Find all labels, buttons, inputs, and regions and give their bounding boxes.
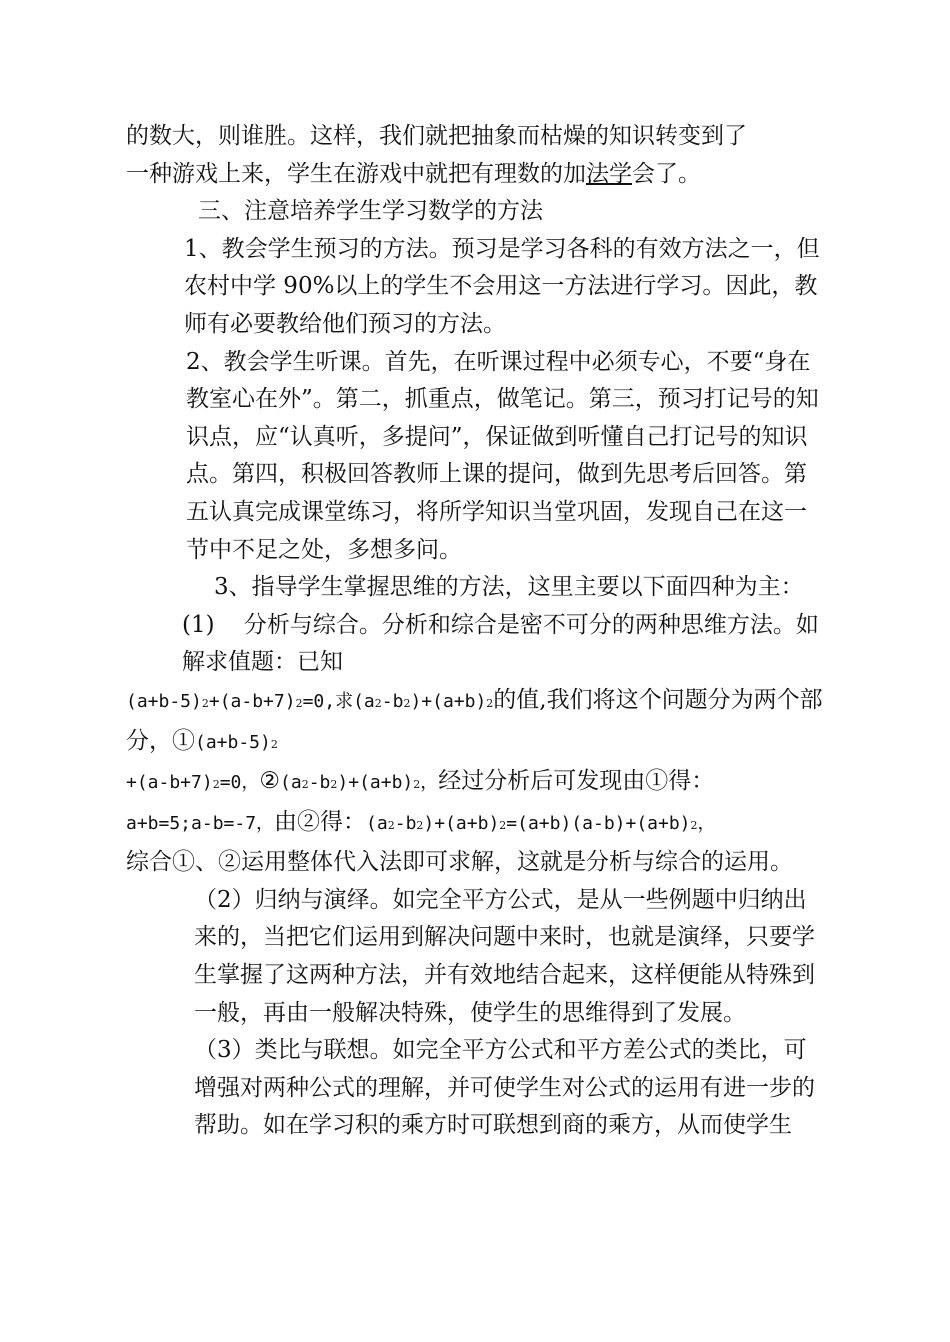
intro-line-1: 的数大，则谁胜。这样，我们就把抽象而枯燥的知识转变到了 bbox=[126, 123, 747, 149]
subscript: 2 bbox=[690, 818, 698, 832]
equation-line-3 bbox=[126, 804, 828, 845]
underlined-word: 法学 bbox=[586, 160, 632, 187]
item-1-paragraph: 1、教会学生预习的方法。预习是学习各科的有效方法之一，但农村中学 90%以上的学生不会用这一方法进行学习。因此，教师有必要教给他们预习的方法。 bbox=[184, 235, 820, 337]
subscript: 2 bbox=[212, 778, 220, 792]
math-expression: -b bbox=[308, 772, 331, 794]
math-expression: (a+b-5) bbox=[195, 731, 271, 753]
item-3-paragraph: 3、指导学生掌握思维的方法，这里主要以下面四种为主： bbox=[214, 574, 804, 601]
point-3-paragraph: （3）类比与联想。如完全平方公式和平方差公式的类比，可增强对两种公式的理解，并可使学生对公式的运用有进一步的帮助。如在学习积的乘方时可联想到商的乘方，从而使学生 bbox=[194, 1037, 815, 1139]
point-2-paragraph: （2）归纳与演绎。如完全平方公式，是从一些例题中归纳出来的，当把它们运用到解决问题中来时，也就是演绎，只要学生掌握了这两种方法，并有效地结合起来，这样便能从特殊到一般，再由一般解决特殊，使学生的思维得到了发展。 bbox=[194, 886, 815, 1026]
subscript: 2 bbox=[387, 818, 395, 832]
intro-line-2-post: 会了。 bbox=[632, 160, 701, 187]
equation-text: 的值,我们将这个问题分为两个部分， bbox=[126, 686, 823, 754]
subscript: 2 bbox=[295, 696, 303, 710]
math-expression: (a bbox=[366, 812, 388, 834]
point-1-conclusion: 综合①、②运用整体代入法即可求解，这就是分析与综合的运用。 bbox=[126, 849, 793, 876]
intro-line-2-pre: 一种游戏上来，学生在游戏中就把有理数的加 bbox=[126, 160, 586, 187]
math-expression: -b bbox=[381, 690, 404, 712]
document-body bbox=[126, 118, 828, 1145]
math-expression: )+(a+b) bbox=[410, 690, 487, 712]
math-expression: )+(a+b) bbox=[423, 812, 500, 834]
math-expression: =(a+b)(a-b)+(a+b) bbox=[506, 812, 691, 834]
subscript: 2 bbox=[270, 737, 278, 751]
subscript: 2 bbox=[499, 818, 507, 832]
subscript: 2 bbox=[413, 778, 421, 792]
math-expression: )+(a+b) bbox=[337, 772, 414, 794]
subscript: 2 bbox=[403, 696, 411, 710]
math-expression: +(a-b+7) bbox=[126, 772, 213, 794]
math-expression: (a bbox=[280, 772, 302, 794]
subscript: 2 bbox=[416, 818, 424, 832]
intro-paragraph bbox=[126, 118, 828, 193]
point-1-label: (1) bbox=[182, 611, 215, 638]
math-expression: +(a-b+7) bbox=[208, 690, 296, 712]
item-2-paragraph: 2、教会学生听课。首先，在听课过程中必须专心，不要“身在教室心在外”。第二，抓重点，做笔记。第三，预习打记号的知识点，应“认真听，多提问”，保证做到听懂自己打记号的知识点。第四，积极回答教师上课的提问，做到先思考后回答。第五认真完成课堂练习，将所学知识当堂巩固，发现自己在这一节中不足之处，多想多问。 bbox=[186, 348, 819, 563]
circled-one: ① bbox=[172, 727, 195, 754]
subscript: 2 bbox=[201, 696, 209, 710]
math-expression: -b bbox=[394, 812, 417, 834]
math-expression: ， bbox=[420, 772, 439, 794]
equation-line-1 bbox=[126, 682, 828, 763]
section-heading: 三、注意培养学生学习数学的方法 bbox=[198, 198, 543, 225]
circled-two: ② bbox=[259, 768, 281, 795]
equation-line-2 bbox=[126, 763, 828, 804]
math-expression: =0， bbox=[219, 772, 260, 794]
subscript: 2 bbox=[301, 778, 309, 792]
point-1-lead: 分析与综合。分析和综合是密不可分的两种思维方法。如解求值题：已知 bbox=[182, 611, 819, 676]
equation-text: 由②得： bbox=[274, 808, 367, 835]
subscript: 2 bbox=[330, 778, 338, 792]
math-expression: a+b=5;a-b=-7， bbox=[126, 812, 275, 834]
subscript: 2 bbox=[486, 696, 494, 710]
math-expression: (a+b-5) bbox=[126, 690, 202, 712]
subscript: 2 bbox=[374, 696, 382, 710]
math-expression: ， bbox=[697, 812, 716, 834]
equation-text: 经过分析后可发现由①得： bbox=[438, 768, 715, 795]
point-1-paragraph bbox=[126, 607, 828, 682]
math-expression: =0,求(a bbox=[302, 690, 375, 712]
